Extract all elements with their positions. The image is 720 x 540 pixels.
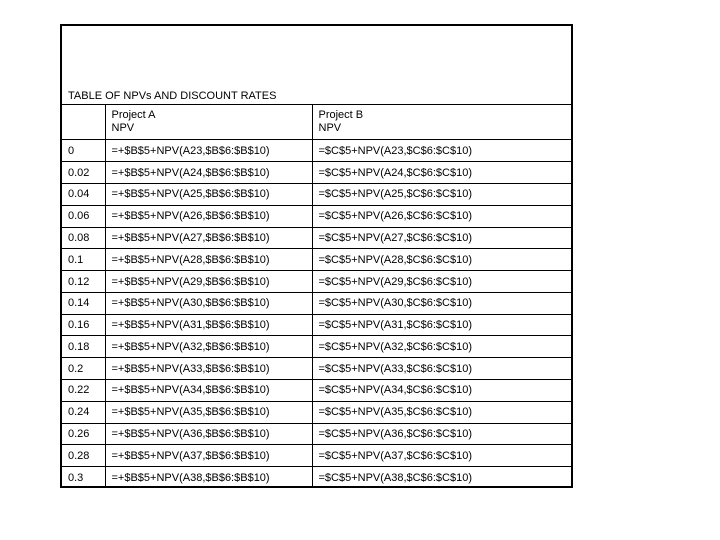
project-b-npv-cell[interactable]: =$C$5+NPV(A24,$C$6:$C$10) <box>312 162 573 184</box>
project-a-npv-cell[interactable]: =+$B$5+NPV(A33,$B$6:$B$10) <box>105 358 312 380</box>
project-b-npv-cell[interactable]: =$C$5+NPV(A26,$C$6:$C$10) <box>312 205 573 227</box>
table-row <box>62 227 573 249</box>
project-a-npv-cell[interactable]: =+$B$5+NPV(A36,$B$6:$B$10) <box>105 423 312 445</box>
project-b-npv-cell[interactable]: =$C$5+NPV(A34,$C$6:$C$10) <box>312 380 573 402</box>
rate-cell[interactable]: 0.18 <box>62 336 105 358</box>
project-a-npv-cell[interactable]: =+$B$5+NPV(A31,$B$6:$B$10) <box>105 314 312 336</box>
table-row <box>62 205 573 227</box>
table-row <box>62 423 573 445</box>
project-a-npv-cell[interactable]: =+$B$5+NPV(A23,$B$6:$B$10) <box>105 140 312 162</box>
rate-cell[interactable]: 0.22 <box>62 380 105 402</box>
project-b-npv-cell[interactable]: =$C$5+NPV(A30,$C$6:$C$10) <box>312 292 573 314</box>
rate-cell[interactable]: 0.12 <box>62 271 105 293</box>
header-project-a-line2: NPV <box>111 122 135 135</box>
table-row <box>62 292 573 314</box>
spreadsheet-region <box>60 24 573 488</box>
table-row <box>62 336 573 358</box>
project-a-npv-cell[interactable]: =+$B$5+NPV(A35,$B$6:$B$10) <box>105 401 312 423</box>
table-row <box>62 184 573 206</box>
table-row <box>62 445 573 467</box>
header-cell-project-a[interactable] <box>105 105 312 140</box>
project-a-npv-cell[interactable]: =+$B$5+NPV(A30,$B$6:$B$10) <box>105 292 312 314</box>
table-row <box>62 401 573 423</box>
project-b-npv-cell[interactable]: =$C$5+NPV(A33,$C$6:$C$10) <box>312 358 573 380</box>
rate-cell[interactable]: 0.2 <box>62 358 105 380</box>
table-row <box>62 467 573 488</box>
project-a-npv-cell[interactable]: =+$B$5+NPV(A27,$B$6:$B$10) <box>105 227 312 249</box>
project-a-npv-cell[interactable]: =+$B$5+NPV(A37,$B$6:$B$10) <box>105 445 312 467</box>
project-b-npv-cell[interactable]: =$C$5+NPV(A38,$C$6:$C$10) <box>312 467 573 488</box>
header-project-b-line2: NPV <box>318 122 342 135</box>
table-row <box>62 358 573 380</box>
rate-cell[interactable]: 0.26 <box>62 423 105 445</box>
project-b-npv-cell[interactable]: =$C$5+NPV(A27,$C$6:$C$10) <box>312 227 573 249</box>
project-b-npv-cell[interactable]: =$C$5+NPV(A37,$C$6:$C$10) <box>312 445 573 467</box>
project-b-npv-cell[interactable]: =$C$5+NPV(A23,$C$6:$C$10) <box>312 140 573 162</box>
project-a-npv-cell[interactable]: =+$B$5+NPV(A28,$B$6:$B$10) <box>105 249 312 271</box>
project-b-npv-cell[interactable]: =$C$5+NPV(A28,$C$6:$C$10) <box>312 249 573 271</box>
header-project-b-line1: Project B <box>318 109 364 122</box>
title-cell[interactable] <box>62 26 571 105</box>
rate-cell[interactable]: 0.16 <box>62 314 105 336</box>
project-a-npv-cell[interactable]: =+$B$5+NPV(A34,$B$6:$B$10) <box>105 380 312 402</box>
rate-cell[interactable]: 0 <box>62 140 105 162</box>
project-b-npv-cell[interactable]: =$C$5+NPV(A25,$C$6:$C$10) <box>312 184 573 206</box>
table-row <box>62 314 573 336</box>
table-title: TABLE OF NPVs AND DISCOUNT RATES <box>68 90 277 102</box>
header-cell-rate[interactable] <box>62 105 105 140</box>
rate-cell[interactable]: 0.02 <box>62 162 105 184</box>
project-b-npv-cell[interactable]: =$C$5+NPV(A31,$C$6:$C$10) <box>312 314 573 336</box>
rate-cell[interactable]: 0.28 <box>62 445 105 467</box>
project-b-npv-cell[interactable]: =$C$5+NPV(A32,$C$6:$C$10) <box>312 336 573 358</box>
project-a-npv-cell[interactable]: =+$B$5+NPV(A32,$B$6:$B$10) <box>105 336 312 358</box>
header-row <box>62 105 573 140</box>
table-row <box>62 380 573 402</box>
project-b-npv-cell[interactable]: =$C$5+NPV(A35,$C$6:$C$10) <box>312 401 573 423</box>
table-row <box>62 140 573 162</box>
rate-cell[interactable]: 0.06 <box>62 205 105 227</box>
rate-cell[interactable]: 0.24 <box>62 401 105 423</box>
project-a-npv-cell[interactable]: =+$B$5+NPV(A26,$B$6:$B$10) <box>105 205 312 227</box>
table-row <box>62 249 573 271</box>
npv-table <box>62 105 573 488</box>
project-b-npv-cell[interactable]: =$C$5+NPV(A36,$C$6:$C$10) <box>312 423 573 445</box>
project-a-npv-cell[interactable]: =+$B$5+NPV(A25,$B$6:$B$10) <box>105 184 312 206</box>
project-a-npv-cell[interactable]: =+$B$5+NPV(A38,$B$6:$B$10) <box>105 467 312 488</box>
project-a-npv-cell[interactable]: =+$B$5+NPV(A24,$B$6:$B$10) <box>105 162 312 184</box>
header-cell-project-b[interactable] <box>312 105 573 140</box>
table-row <box>62 271 573 293</box>
rate-cell[interactable]: 0.08 <box>62 227 105 249</box>
rate-cell[interactable]: 0.04 <box>62 184 105 206</box>
project-b-npv-cell[interactable]: =$C$5+NPV(A29,$C$6:$C$10) <box>312 271 573 293</box>
table-row <box>62 162 573 184</box>
header-project-a-line1: Project A <box>111 109 156 122</box>
project-a-npv-cell[interactable]: =+$B$5+NPV(A29,$B$6:$B$10) <box>105 271 312 293</box>
rate-cell[interactable]: 0.3 <box>62 467 105 488</box>
rate-cell[interactable]: 0.1 <box>62 249 105 271</box>
rate-cell[interactable]: 0.14 <box>62 292 105 314</box>
